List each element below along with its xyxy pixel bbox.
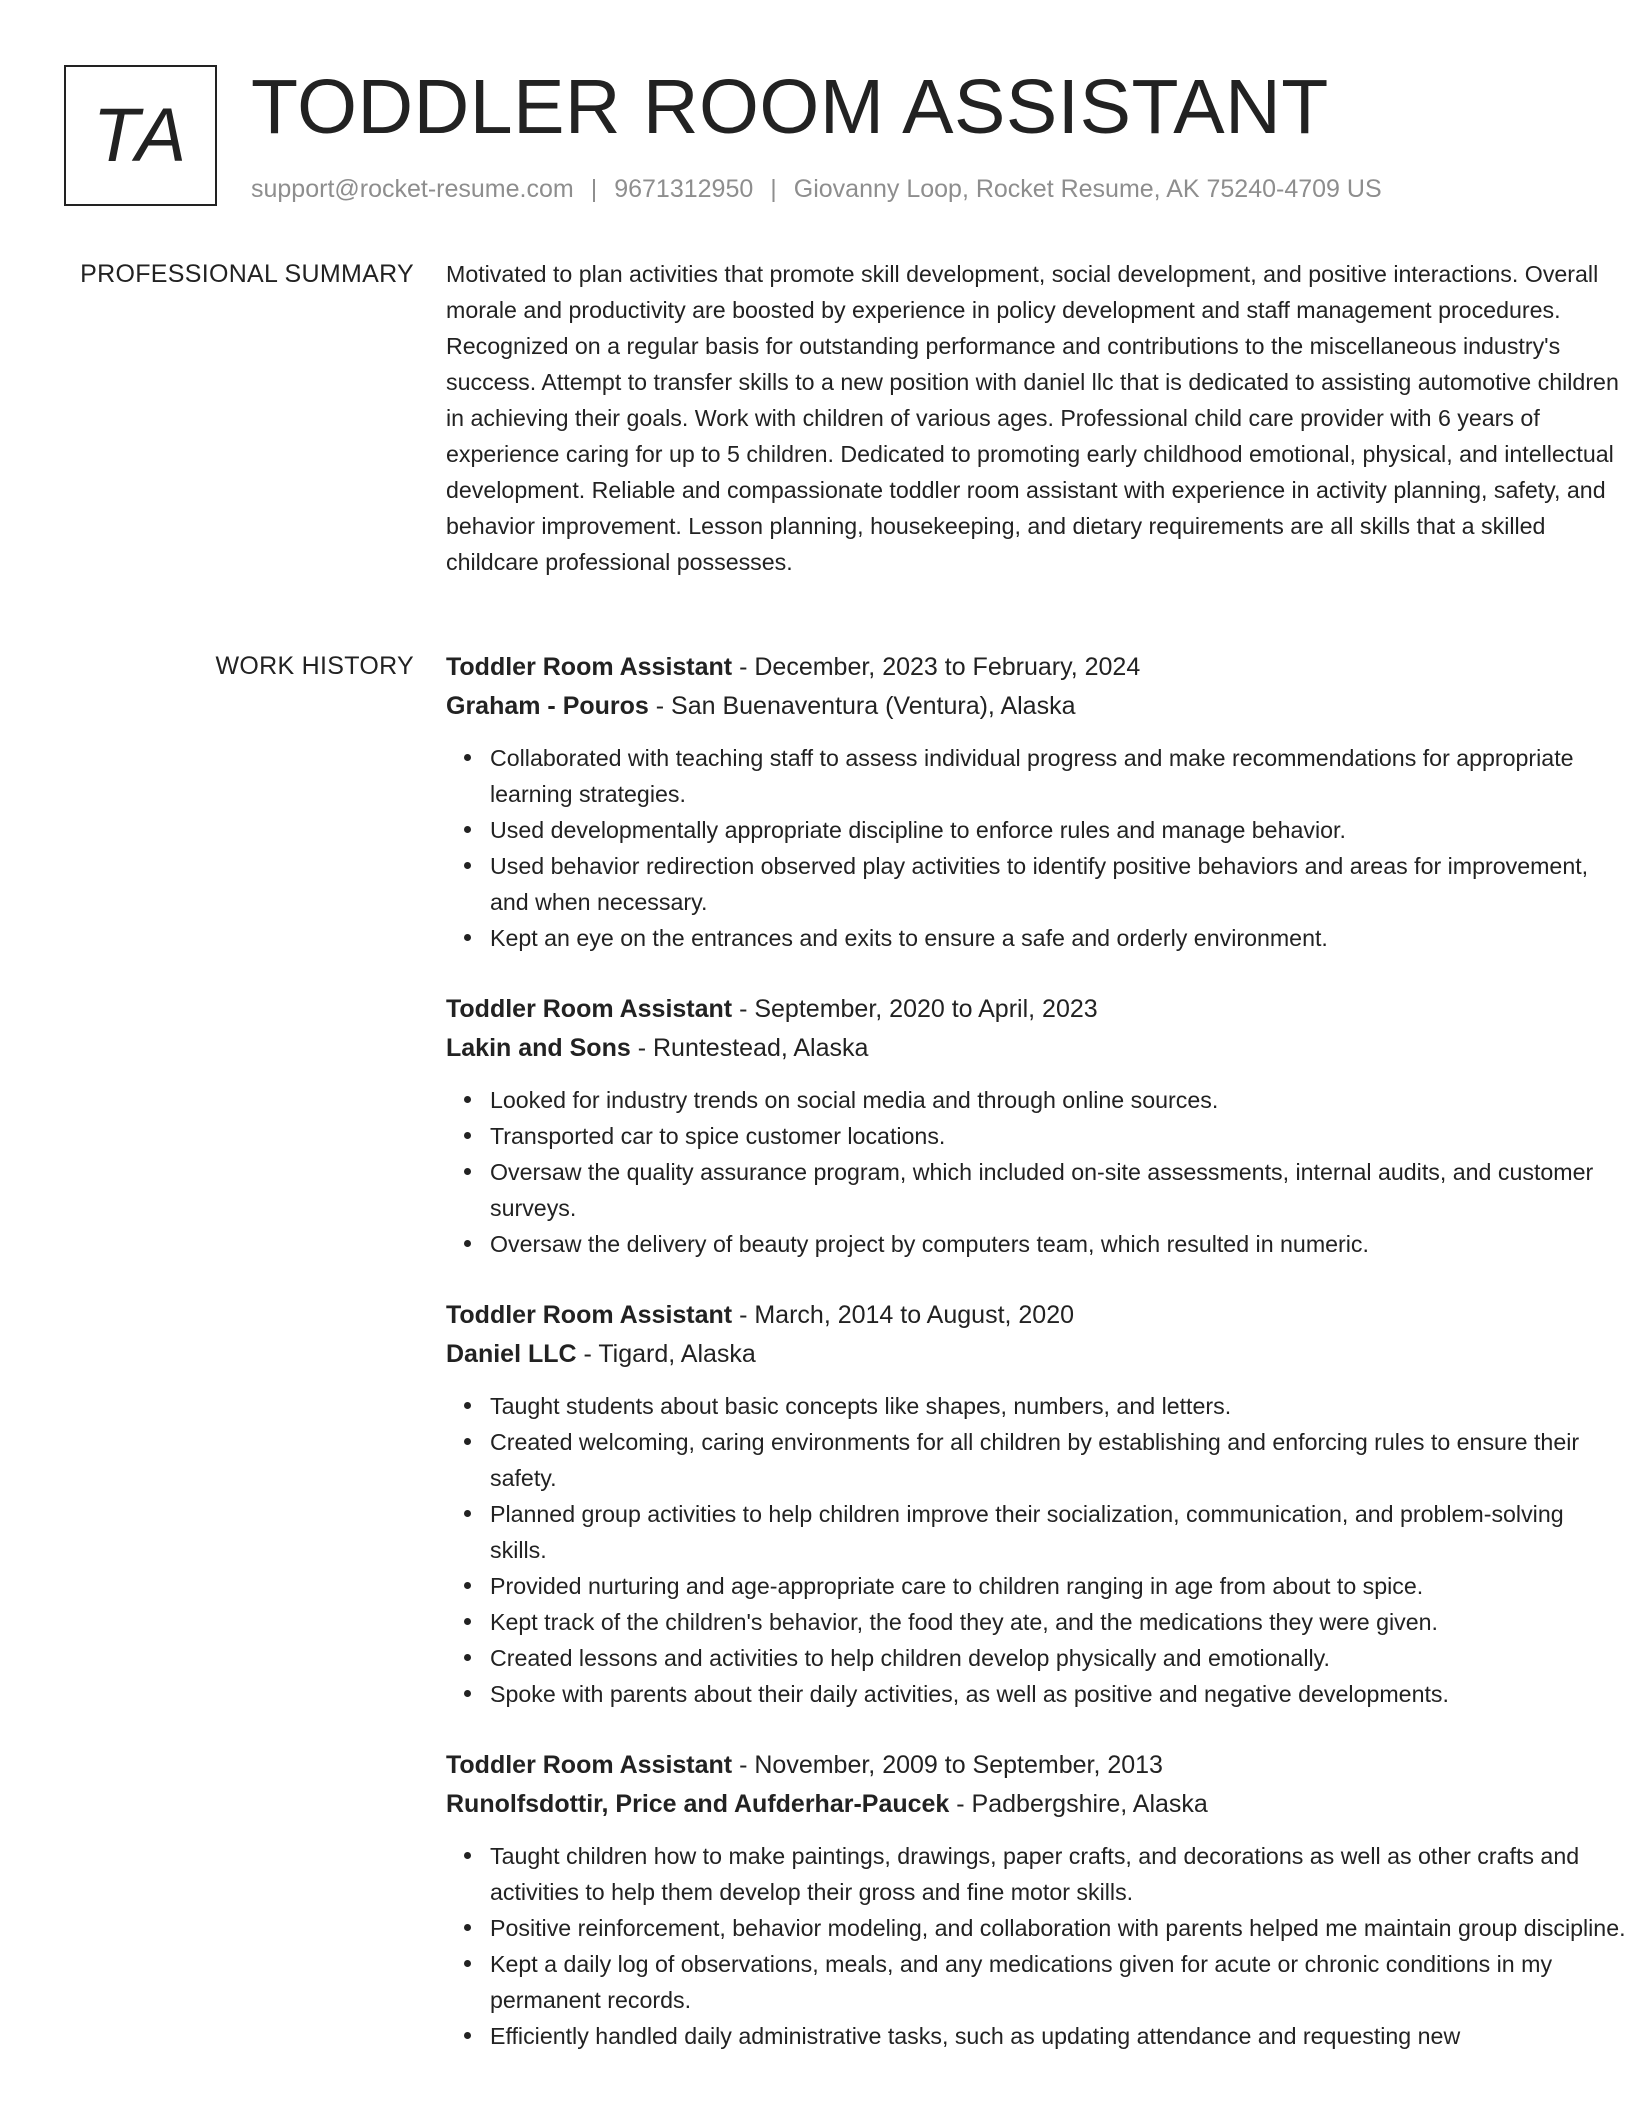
candidate-title: TODDLER ROOM ASSISTANT (251, 64, 1329, 150)
job-dates: - September, 2020 to April, 2023 (732, 995, 1098, 1023)
job-title: Toddler Room Assistant (446, 1751, 733, 1779)
job-bullet: Spoke with parents about their daily activities, as well as positive and negative developments. (490, 1676, 1626, 1712)
contact-email: support@rocket-resume.com (251, 175, 574, 203)
job-dates: - March, 2014 to August, 2020 (732, 1301, 1075, 1329)
job-bullet-list (446, 1838, 1626, 2054)
job-dates: - November, 2009 to September, 2013 (732, 1751, 1163, 1779)
job-title: Toddler Room Assistant (446, 995, 733, 1023)
job-entry (446, 1746, 1626, 2054)
job-company: Runolfsdottir, Price and Aufderhar-Paucek (446, 1790, 950, 1818)
section-label-summary: PROFESSIONAL SUMMARY (80, 260, 414, 288)
job-bullet-list (446, 1388, 1626, 1712)
job-bullet: Kept track of the children's behavior, the food they ate, and the medications they were given. (490, 1604, 1626, 1640)
job-title-line (446, 648, 1626, 686)
job-location: - San Buenaventura (Ventura), Alaska (648, 692, 1076, 720)
work-history-body (446, 648, 1626, 2088)
job-bullet: Taught students about basic concepts like shapes, numbers, and letters. (490, 1388, 1626, 1424)
summary-body (446, 256, 1626, 580)
job-bullet: Looked for industry trends on social media and through online sources. (490, 1082, 1626, 1118)
job-location: - Padbergshire, Alaska (949, 1790, 1208, 1818)
job-location: - Runtestead, Alaska (630, 1034, 869, 1062)
job-location: - Tigard, Alaska (576, 1340, 756, 1368)
job-title: Toddler Room Assistant (446, 1301, 733, 1329)
job-bullet: Created welcoming, caring environments for all children by establishing and enforcing rules to ensure their safety. (490, 1424, 1626, 1496)
job-bullet: Positive reinforcement, behavior modeling, and collaboration with parents helped me maintain group discipline. (490, 1910, 1626, 1946)
job-company: Graham - Pouros (446, 692, 649, 720)
job-bullet: Planned group activities to help children improve their socialization, communication, and problem-solving skills. (490, 1496, 1626, 1568)
job-company: Daniel LLC (446, 1340, 577, 1368)
job-company-line (446, 686, 1626, 726)
job-bullet-list (446, 1082, 1626, 1262)
job-bullet: Provided nurturing and age-appropriate care to children ranging in age from about to spice. (490, 1568, 1626, 1604)
job-bullet: Oversaw the quality assurance program, which included on-site assessments, internal audits, and customer surveys. (490, 1154, 1626, 1226)
job-entry (446, 990, 1626, 1262)
contact-line (251, 175, 1382, 204)
contact-separator: | (770, 175, 777, 203)
job-bullet-list (446, 740, 1626, 956)
job-entry (446, 648, 1626, 956)
job-title: Toddler Room Assistant (446, 653, 733, 681)
job-bullet: Kept a daily log of observations, meals, and any medications given for acute or chronic conditions in my permanent records. (490, 1946, 1626, 2018)
section-label-work: WORK HISTORY (215, 652, 414, 680)
job-company: Lakin and Sons (446, 1034, 631, 1062)
job-bullet: Collaborated with teaching staff to assess individual progress and make recommendations for appropriate learning strategies. (490, 740, 1626, 812)
job-bullet: Used developmentally appropriate discipline to enforce rules and manage behavior. (490, 812, 1626, 848)
job-title-line (446, 1746, 1626, 1784)
job-company-line (446, 1028, 1626, 1068)
contact-separator: | (590, 175, 598, 203)
job-entry (446, 1296, 1626, 1712)
contact-address: Giovanny Loop, Rocket Resume, AK 75240-4709 US (793, 175, 1382, 203)
job-bullet: Efficiently handled daily administrative tasks, such as updating attendance and requesting new (490, 2018, 1626, 2054)
job-company-line (446, 1784, 1626, 1824)
job-bullet: Kept an eye on the entrances and exits to ensure a safe and orderly environment. (490, 920, 1626, 956)
summary-text: Motivated to plan activities that promote skill development, social development, and positive interactions. Overall morale and productivity are boosted by experience in policy development and staff management procedures. Recognized on a regular basis for outstanding performance and contributions to the miscellaneous industry's success. Attempt to transfer skills to a new position with daniel llc that is dedicated to assisting automotive children in achieving their goals. Work with children of various ages. Professional child care provider with 6 years of experience caring for up to 5 children. Dedicated to promoting early childhood emotional, physical, and intellectual development. Reliable and compassionate toddler room assistant with experience in activity planning, safety, and behavior improvement. Lesson planning, housekeeping, and dietary requirements are all skills that a skilled childcare professional possesses. (446, 261, 1619, 575)
job-bullet: Used behavior redirection observed play activities to identify positive behaviors and areas for improvement, and when necessary. (490, 848, 1626, 920)
job-bullet: Taught children how to make paintings, drawings, paper crafts, and decorations as well as other crafts and activities to help them develop their gross and fine motor skills. (490, 1838, 1626, 1910)
monogram-logo: TA (64, 65, 217, 206)
job-title-line (446, 1296, 1626, 1334)
job-company-line (446, 1334, 1626, 1374)
job-bullet: Oversaw the delivery of beauty project by computers team, which resulted in numeric. (490, 1226, 1626, 1262)
job-bullet: Transported car to spice customer locations. (490, 1118, 1626, 1154)
contact-phone: 9671312950 (614, 175, 754, 203)
job-dates: - December, 2023 to February, 2024 (732, 653, 1141, 681)
job-title-line (446, 990, 1626, 1028)
job-bullet: Created lessons and activities to help children develop physically and emotionally. (490, 1640, 1626, 1676)
